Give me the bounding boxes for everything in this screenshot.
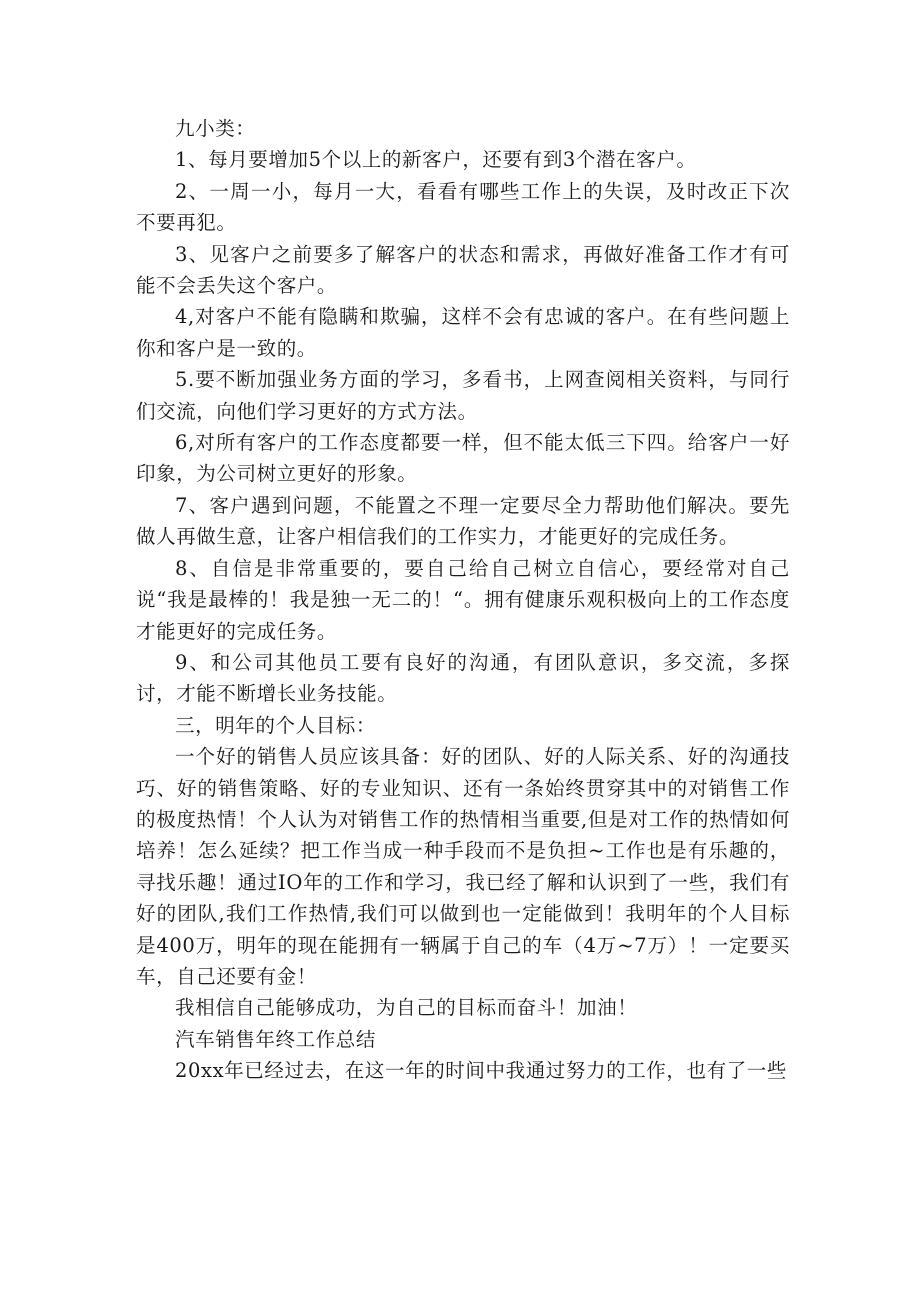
list-item-5: 5.要不断加强业务方面的学习，多看书，上网查阅相关资料，与同行们交流，向他们学习更好的方式方法。 [136,368,790,423]
list-item-2: 2、一周一小，每月一大，看看有哪些工作上的失误，及时改正下次不要再犯。 [136,179,790,235]
subheading-nine-categories: 九小类： [175,117,256,140]
paragraph-sales-qualities: 一个好的销售人员应该具备：好的团队、好的人际关系、好的沟通技巧、好的销售策略、好的专业知识、还有一条始终贯穿其中的对销售工作的极度热情！个人认为对销售工作的热情相当重要,但是对工作的热情如何培养！怎么延续？把工作当成一种手段而不是负担~工作也是有乐趣的，寻找乐趣！通过IO年的工作和学习，我已经了解和认识到了一些，我们有好的团队,我们工作热情,我们可以做到也一定能做到！我明年的个人目标是400万，明年的现在能拥有一辆属于自己的车（4万~7万）！一定要买车，自己还要有金！ [136,745,790,988]
section-heading-next-year-goals: 三，明年的个人目标： [175,713,377,737]
list-item-9: 9、和公司其他员工要有良好的沟通，有团队意识，多交流，多探讨，才能不断增长业务技能。 [136,650,790,706]
paragraph-encouragement: 我相信自己能够成功，为自己的目标而奋斗！加油！ [175,996,638,1020]
list-item-8: 8、自信是非常重要的，要自己给自己树立自信心，要经常对自己说“我是最棒的！我是独一无二的！“。拥有健康乐观积极向上的工作态度才能更好的完成任务。 [136,556,790,643]
list-item-7: 7、客户遇到问题，不能置之不理一定要尽全力帮助他们解决。要先做人再做生意，让客户相信我们的工作实力，才能更好的完成任务。 [136,493,790,549]
list-item-4: 4,对客户不能有隐瞒和欺骗，这样不会有忠诚的客户。在有些问题上你和客户是一致的。 [136,305,790,360]
document-body [136,113,790,1087]
list-item-3: 3、见客户之前要多了解客户的状态和需求，再做好准备工作才有可能不会丢失这个客户。 [136,242,790,298]
list-item-1: 1、每月要增加5个以上的新客户，还要有到3个潜在客户。 [175,148,697,172]
list-item-6: 6,对所有客户的工作态度都要一样，但不能太低三下四。给客户一好印象，为公司树立更好的形象。 [136,431,790,486]
paragraph-year-review: 20xx年已经过去，在这一年的时间中我通过努力的工作，也有了一些 [175,1059,788,1083]
article-title: 汽车销售年终工作总结 [175,1027,377,1051]
